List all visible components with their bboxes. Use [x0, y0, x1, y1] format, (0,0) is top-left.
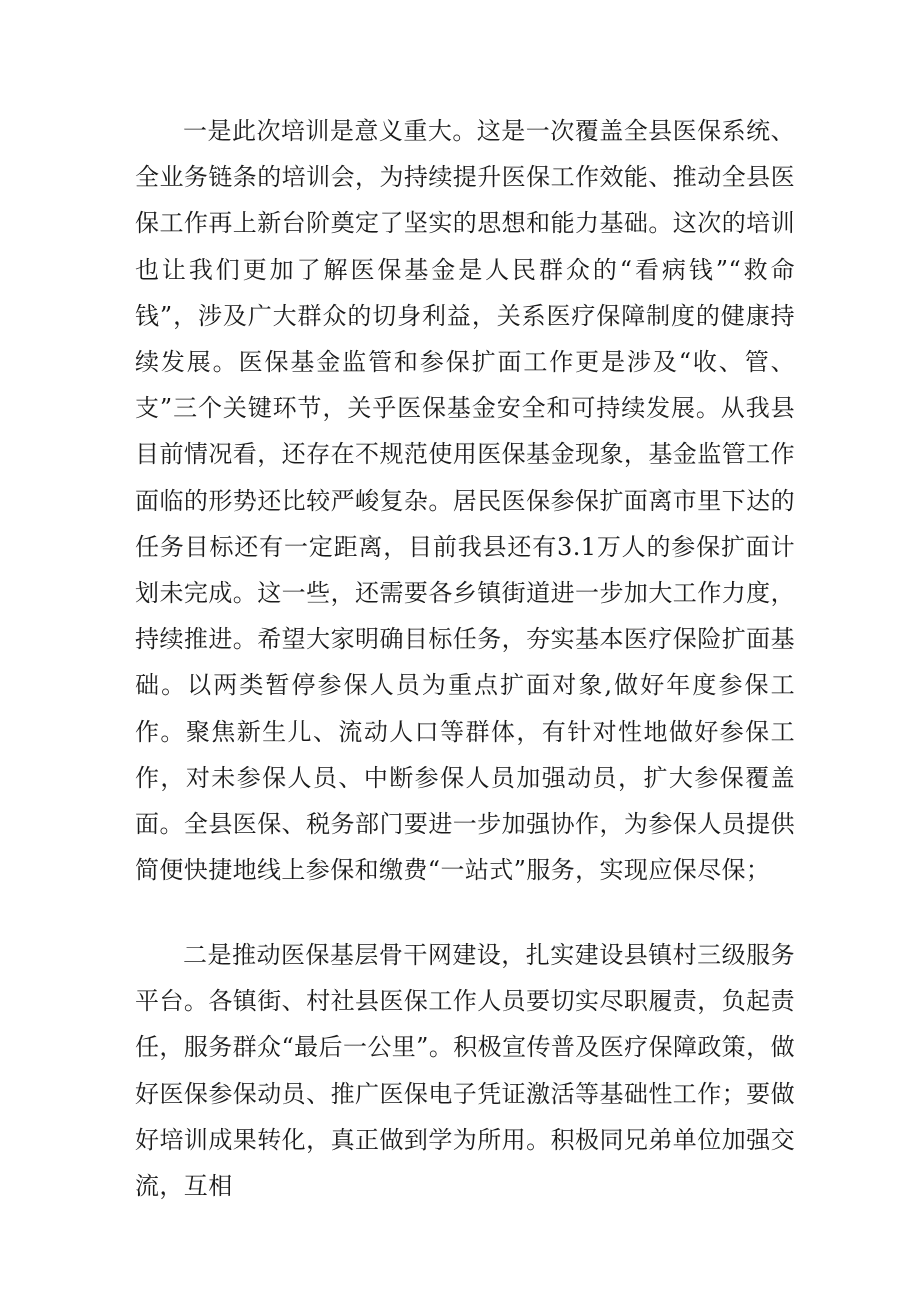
- paragraph-grassroots-network: 二是推动医保基层骨干网建设，扎实建设县镇村三级服务平台。各镇街、村社县医保工作人员要切实尽职履责，负起责任，服务群众“最后一公里”。积极宣传普及医疗保障政策，做好医保参保动员、推广医保电子凭证激活等基础性工作；要做好培训成果转化，真正做到学为所用。积极同兄弟单位加强交流，互相: [135, 941, 795, 1201]
- paragraph-training-significance: 一是此次培训是意义重大。这是一次覆盖全县医保系统、全业务链条的培训会，为持续提升医保工作效能、推动全县医保工作再上新台阶奠定了坚实的思想和能力基础。这次的培训也让我们更加了解医保基金是人民群众的“看病钱”“救命钱”，涉及广大群众的切身利益，关系医疗保障制度的健康持续发展。医保基金监管和参保扩面工作更是涉及“收、管、支”三个关键环节，关乎医保基金安全和可持续发展。从我县目前情况看，还存在不规范使用医保基金现象，基金监管工作面临的形势还比较严峻复杂。居民医保参保扩面离市里下达的任务目标还有一定距离，目前我县还有3.1万人的参保扩面计划未完成。这一些，还需要各乡镇街道进一步加大工作力度，持续推进。希望大家明确目标任务，夯实基本医疗保险扩面基础。以两类暂停参保人员为重点扩面对象,做好年度参保工作。聚焦新生儿、流动人口等群体，有针对性地做好参保工作，对未参保人员、中断参保人员加强动员，扩大参保覆盖面。全县医保、税务部门要进一步加强协作，为参保人员提供简便快捷地线上参保和缴费“一站式”服务，实现应保尽保；: [135, 117, 795, 885]
